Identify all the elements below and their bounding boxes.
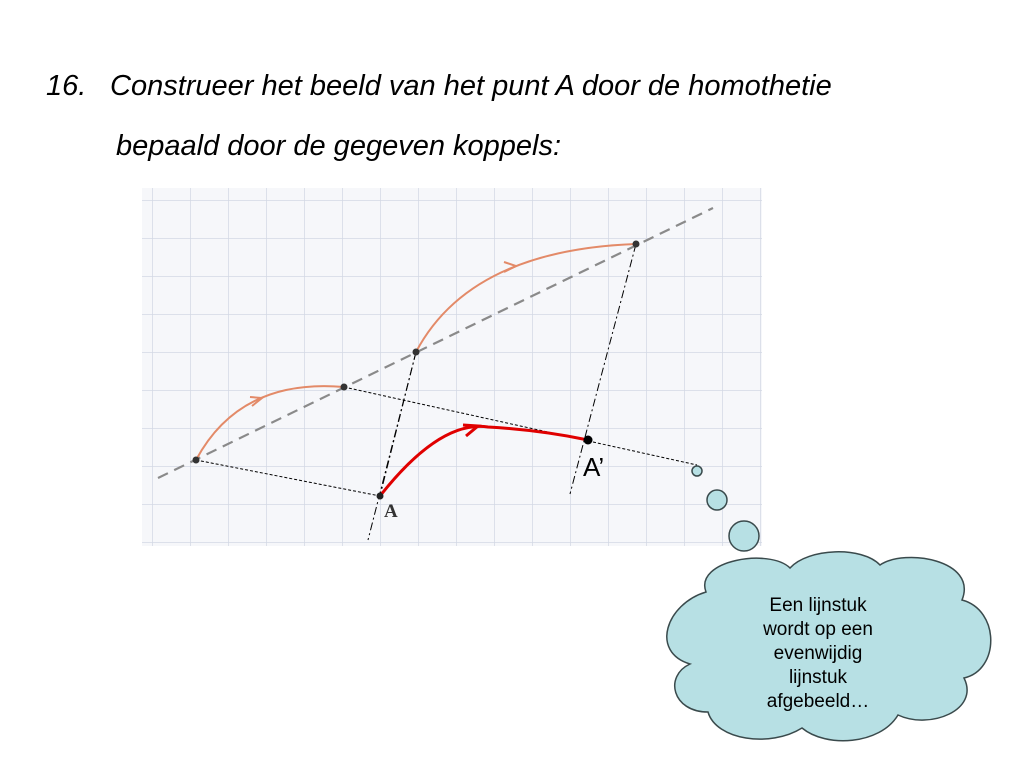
thought-bubble-large [729, 521, 759, 551]
callout-line: afgebeeld… [766, 691, 870, 712]
thought-bubble-small [692, 466, 702, 476]
label-A-image: A’ [583, 452, 605, 482]
exercise-title-line-2: bepaald door de gegeven koppels: [116, 130, 562, 162]
thought-bubble-medium [707, 490, 727, 510]
label-A: A [384, 501, 398, 522]
callout-line: evenwijdig [773, 643, 863, 664]
callout-line: Een lijnstuk [769, 595, 867, 616]
exercise-text-1: Construeer het beeld van het punt A door de homothetie [110, 70, 832, 102]
point [193, 457, 200, 464]
callout-line: wordt op een [763, 619, 873, 640]
point-A-image [584, 436, 593, 445]
point [413, 349, 420, 356]
callout-text [728, 594, 908, 714]
exercise-number: 16. [46, 70, 87, 102]
point [633, 241, 640, 248]
point-A [377, 493, 384, 500]
point [341, 384, 348, 391]
callout-line: lijnstuk [788, 667, 848, 688]
grid [142, 188, 762, 546]
